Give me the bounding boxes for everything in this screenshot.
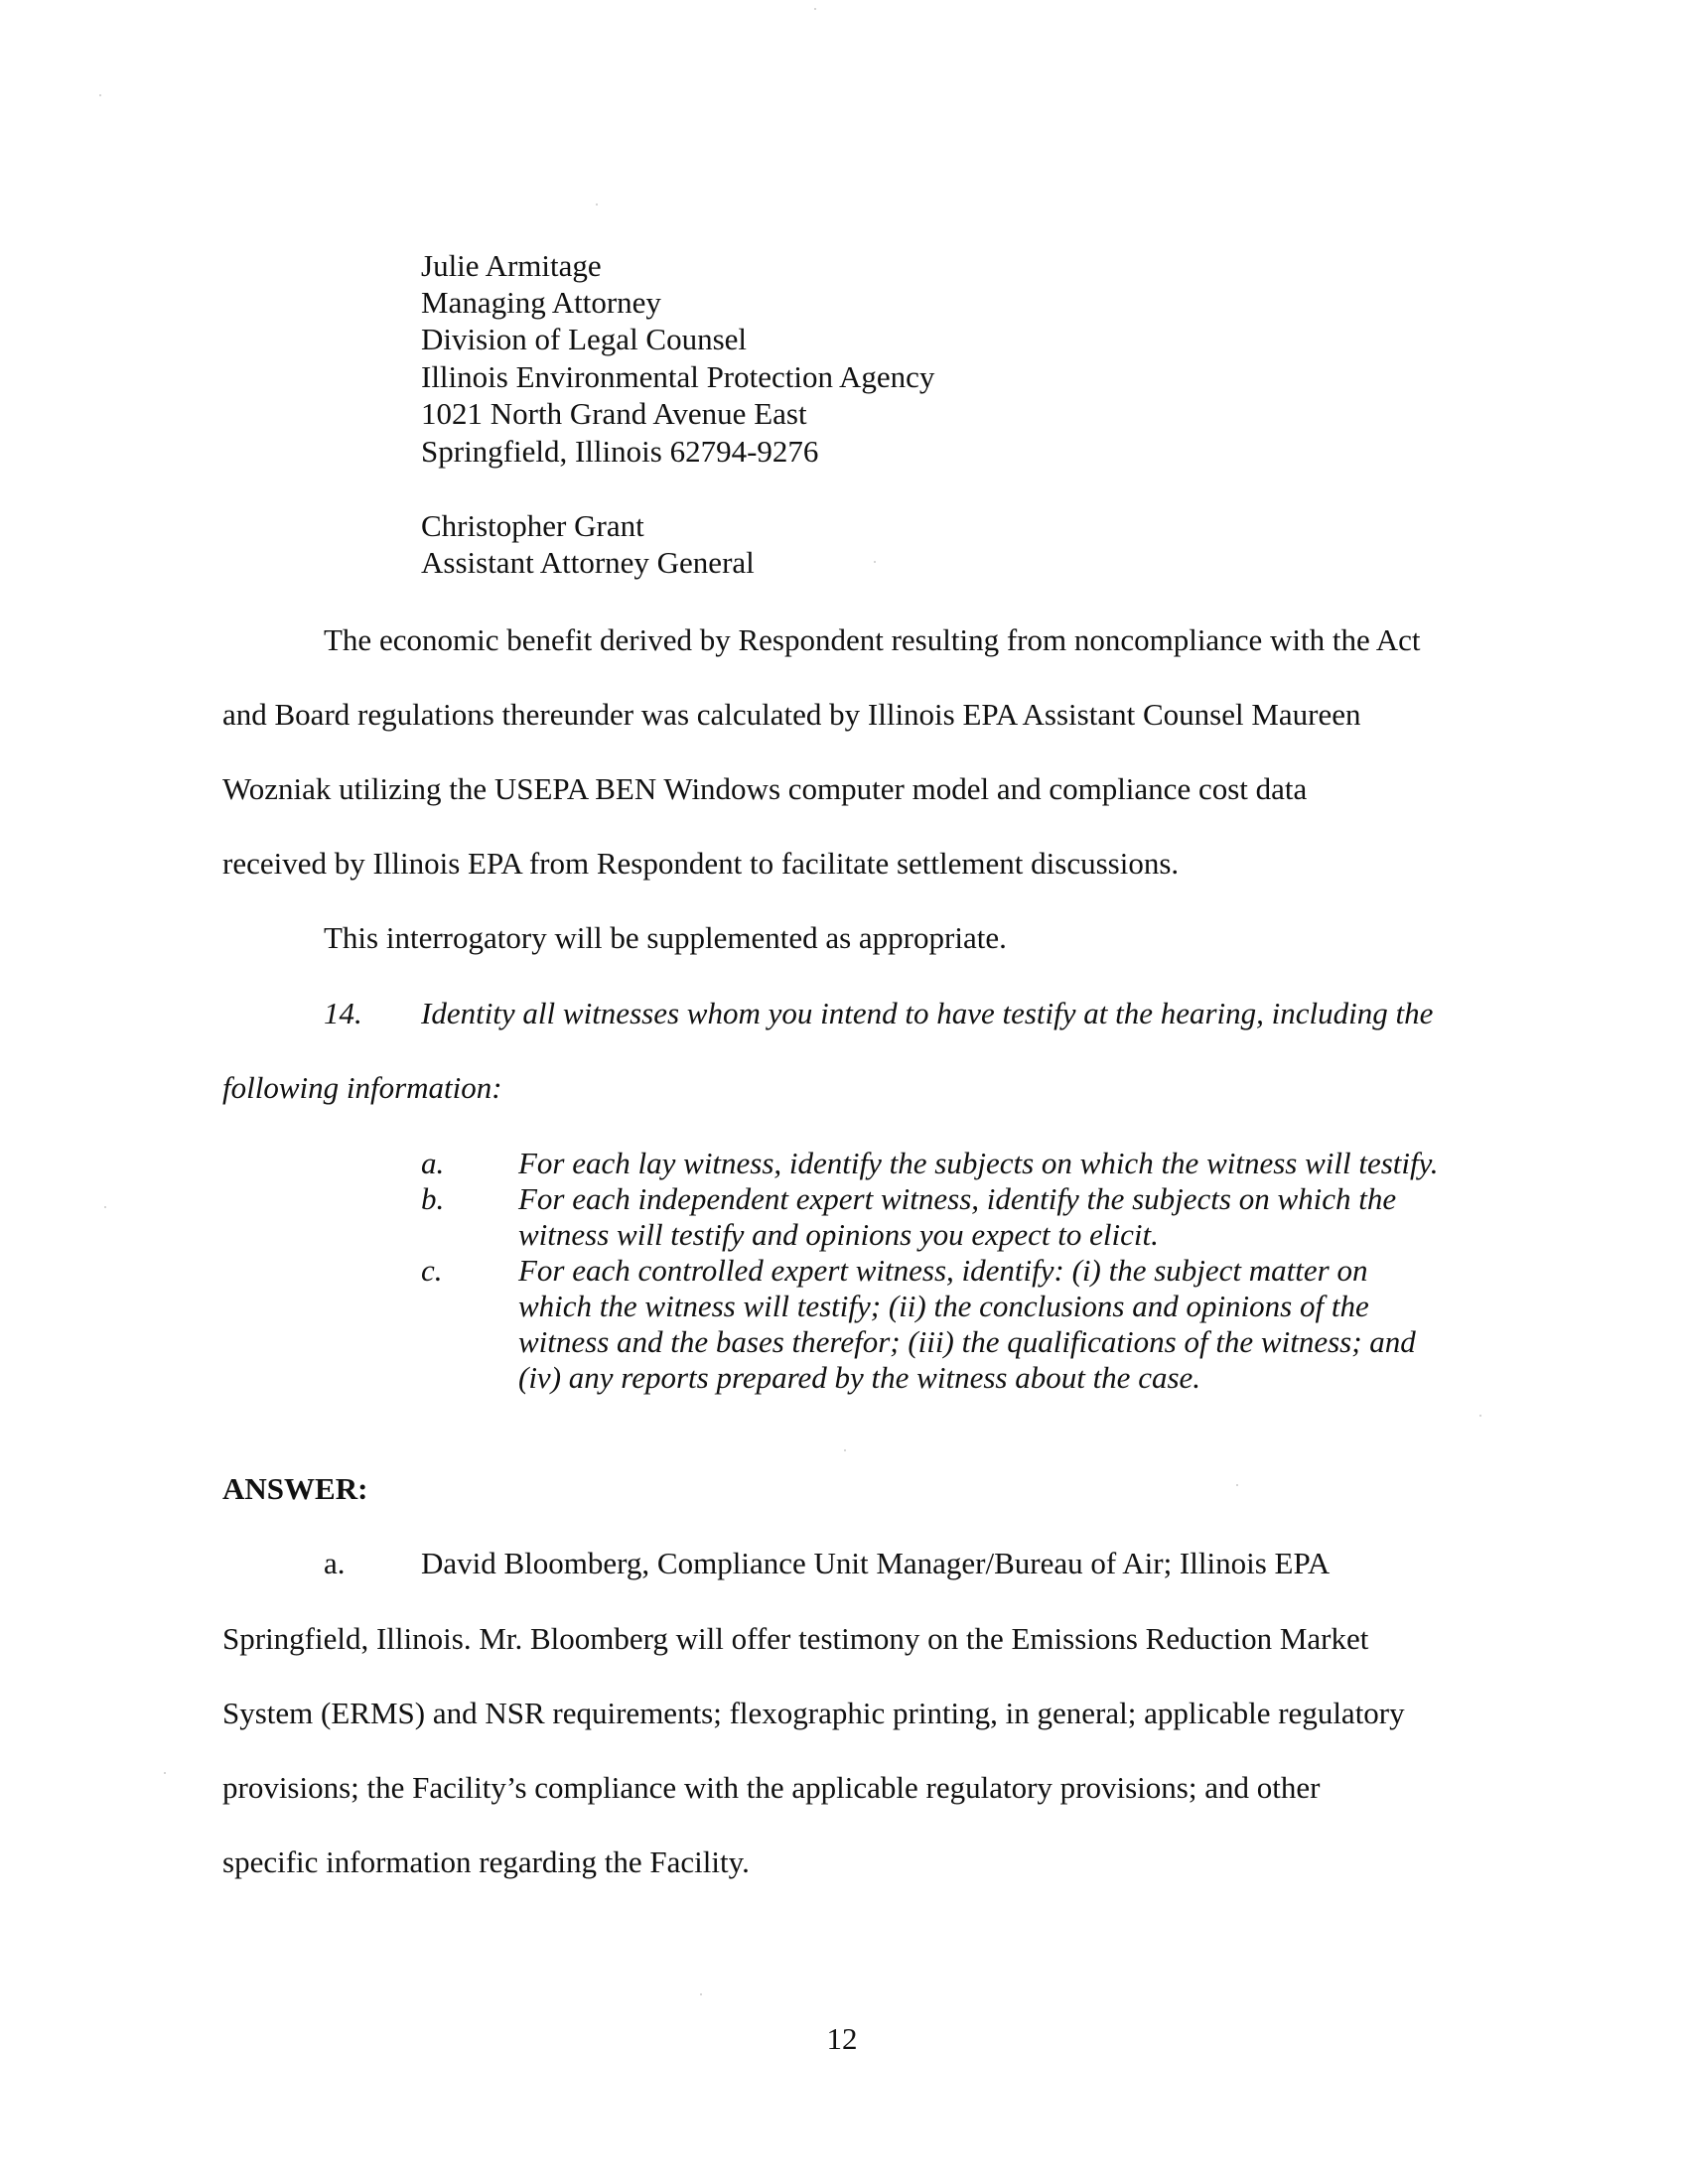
item-line: which the witness will testify; (ii) the conclusions and opinions of the: [518, 1289, 1369, 1323]
address-line: Assistant Attorney General: [421, 545, 755, 580]
address-line: Division of Legal Counsel: [421, 322, 748, 356]
scan-speck: [1479, 1415, 1481, 1417]
item-line: witness and the bases therefor; (iii) the qualifications of the witness; and: [518, 1324, 1416, 1359]
address-line: 1021 North Grand Avenue East: [421, 396, 807, 431]
answer-heading: ANSWER:: [222, 1471, 368, 1506]
address-line: Springfield, Illinois 62794-9276: [421, 434, 819, 469]
address-line: Christopher Grant: [421, 508, 644, 543]
answer-line: provisions; the Facility’s compliance with the applicable regulatory provisions; and other: [222, 1770, 1321, 1805]
item-letter: c.: [421, 1253, 443, 1288]
item-line: (iv) any reports prepared by the witness about the case.: [518, 1360, 1201, 1395]
item-line: witness will testify and opinions you expect to elicit.: [518, 1217, 1159, 1252]
item-line: For each independent expert witness, identify the subjects on which the: [518, 1181, 1397, 1216]
scan-speck: [874, 561, 876, 563]
scan-speck: [844, 1449, 846, 1451]
scan-speck: [814, 8, 816, 10]
address-line: Managing Attorney: [421, 285, 661, 320]
scan-speck: [104, 1206, 106, 1208]
page-number: 12: [826, 2021, 858, 2056]
scan-speck: [700, 1993, 702, 1995]
paragraph-supplement: This interrogatory will be supplemented as appropriate.: [324, 920, 1007, 955]
answer-line: David Bloomberg, Compliance Unit Manager/Bureau of Air; Illinois EPA: [421, 1546, 1331, 1580]
paragraph-line: The economic benefit derived by Respondent resulting from noncompliance with the Act: [324, 622, 1421, 657]
interrogatory-number: 14.: [324, 996, 362, 1030]
scan-speck: [596, 204, 598, 205]
interrogatory-text: Identity all witnesses whom you intend to have testify at the hearing, including the: [421, 996, 1434, 1030]
scan-speck: [1236, 1484, 1238, 1486]
answer-line: Springfield, Illinois. Mr. Bloomberg will offer testimony on the Emissions Reduction Market: [222, 1621, 1369, 1656]
paragraph-line: and Board regulations thereunder was calculated by Illinois EPA Assistant Counsel Maureen: [222, 697, 1361, 732]
address-line: Illinois Environmental Protection Agency: [421, 359, 935, 394]
paragraph-line: Wozniak utilizing the USEPA BEN Windows computer model and compliance cost data: [222, 771, 1308, 806]
item-line: For each controlled expert witness, identify: (i) the subject matter on: [518, 1253, 1368, 1288]
item-letter: a.: [421, 1146, 445, 1180]
answer-line: System (ERMS) and NSR requirements; flexographic printing, in general; applicable regulatory: [222, 1696, 1405, 1730]
interrogatory-text: following information:: [222, 1070, 502, 1105]
item-letter: b.: [421, 1181, 445, 1216]
scan-speck: [164, 1772, 166, 1774]
answer-item-letter: a.: [324, 1546, 346, 1580]
address-line: Julie Armitage: [421, 248, 602, 283]
item-line: For each lay witness, identify the subjects on which the witness will testify.: [518, 1146, 1439, 1180]
answer-line: specific information regarding the Facility.: [222, 1844, 750, 1879]
scan-speck: [99, 94, 101, 96]
paragraph-line: received by Illinois EPA from Respondent to facilitate settlement discussions.: [222, 846, 1180, 881]
